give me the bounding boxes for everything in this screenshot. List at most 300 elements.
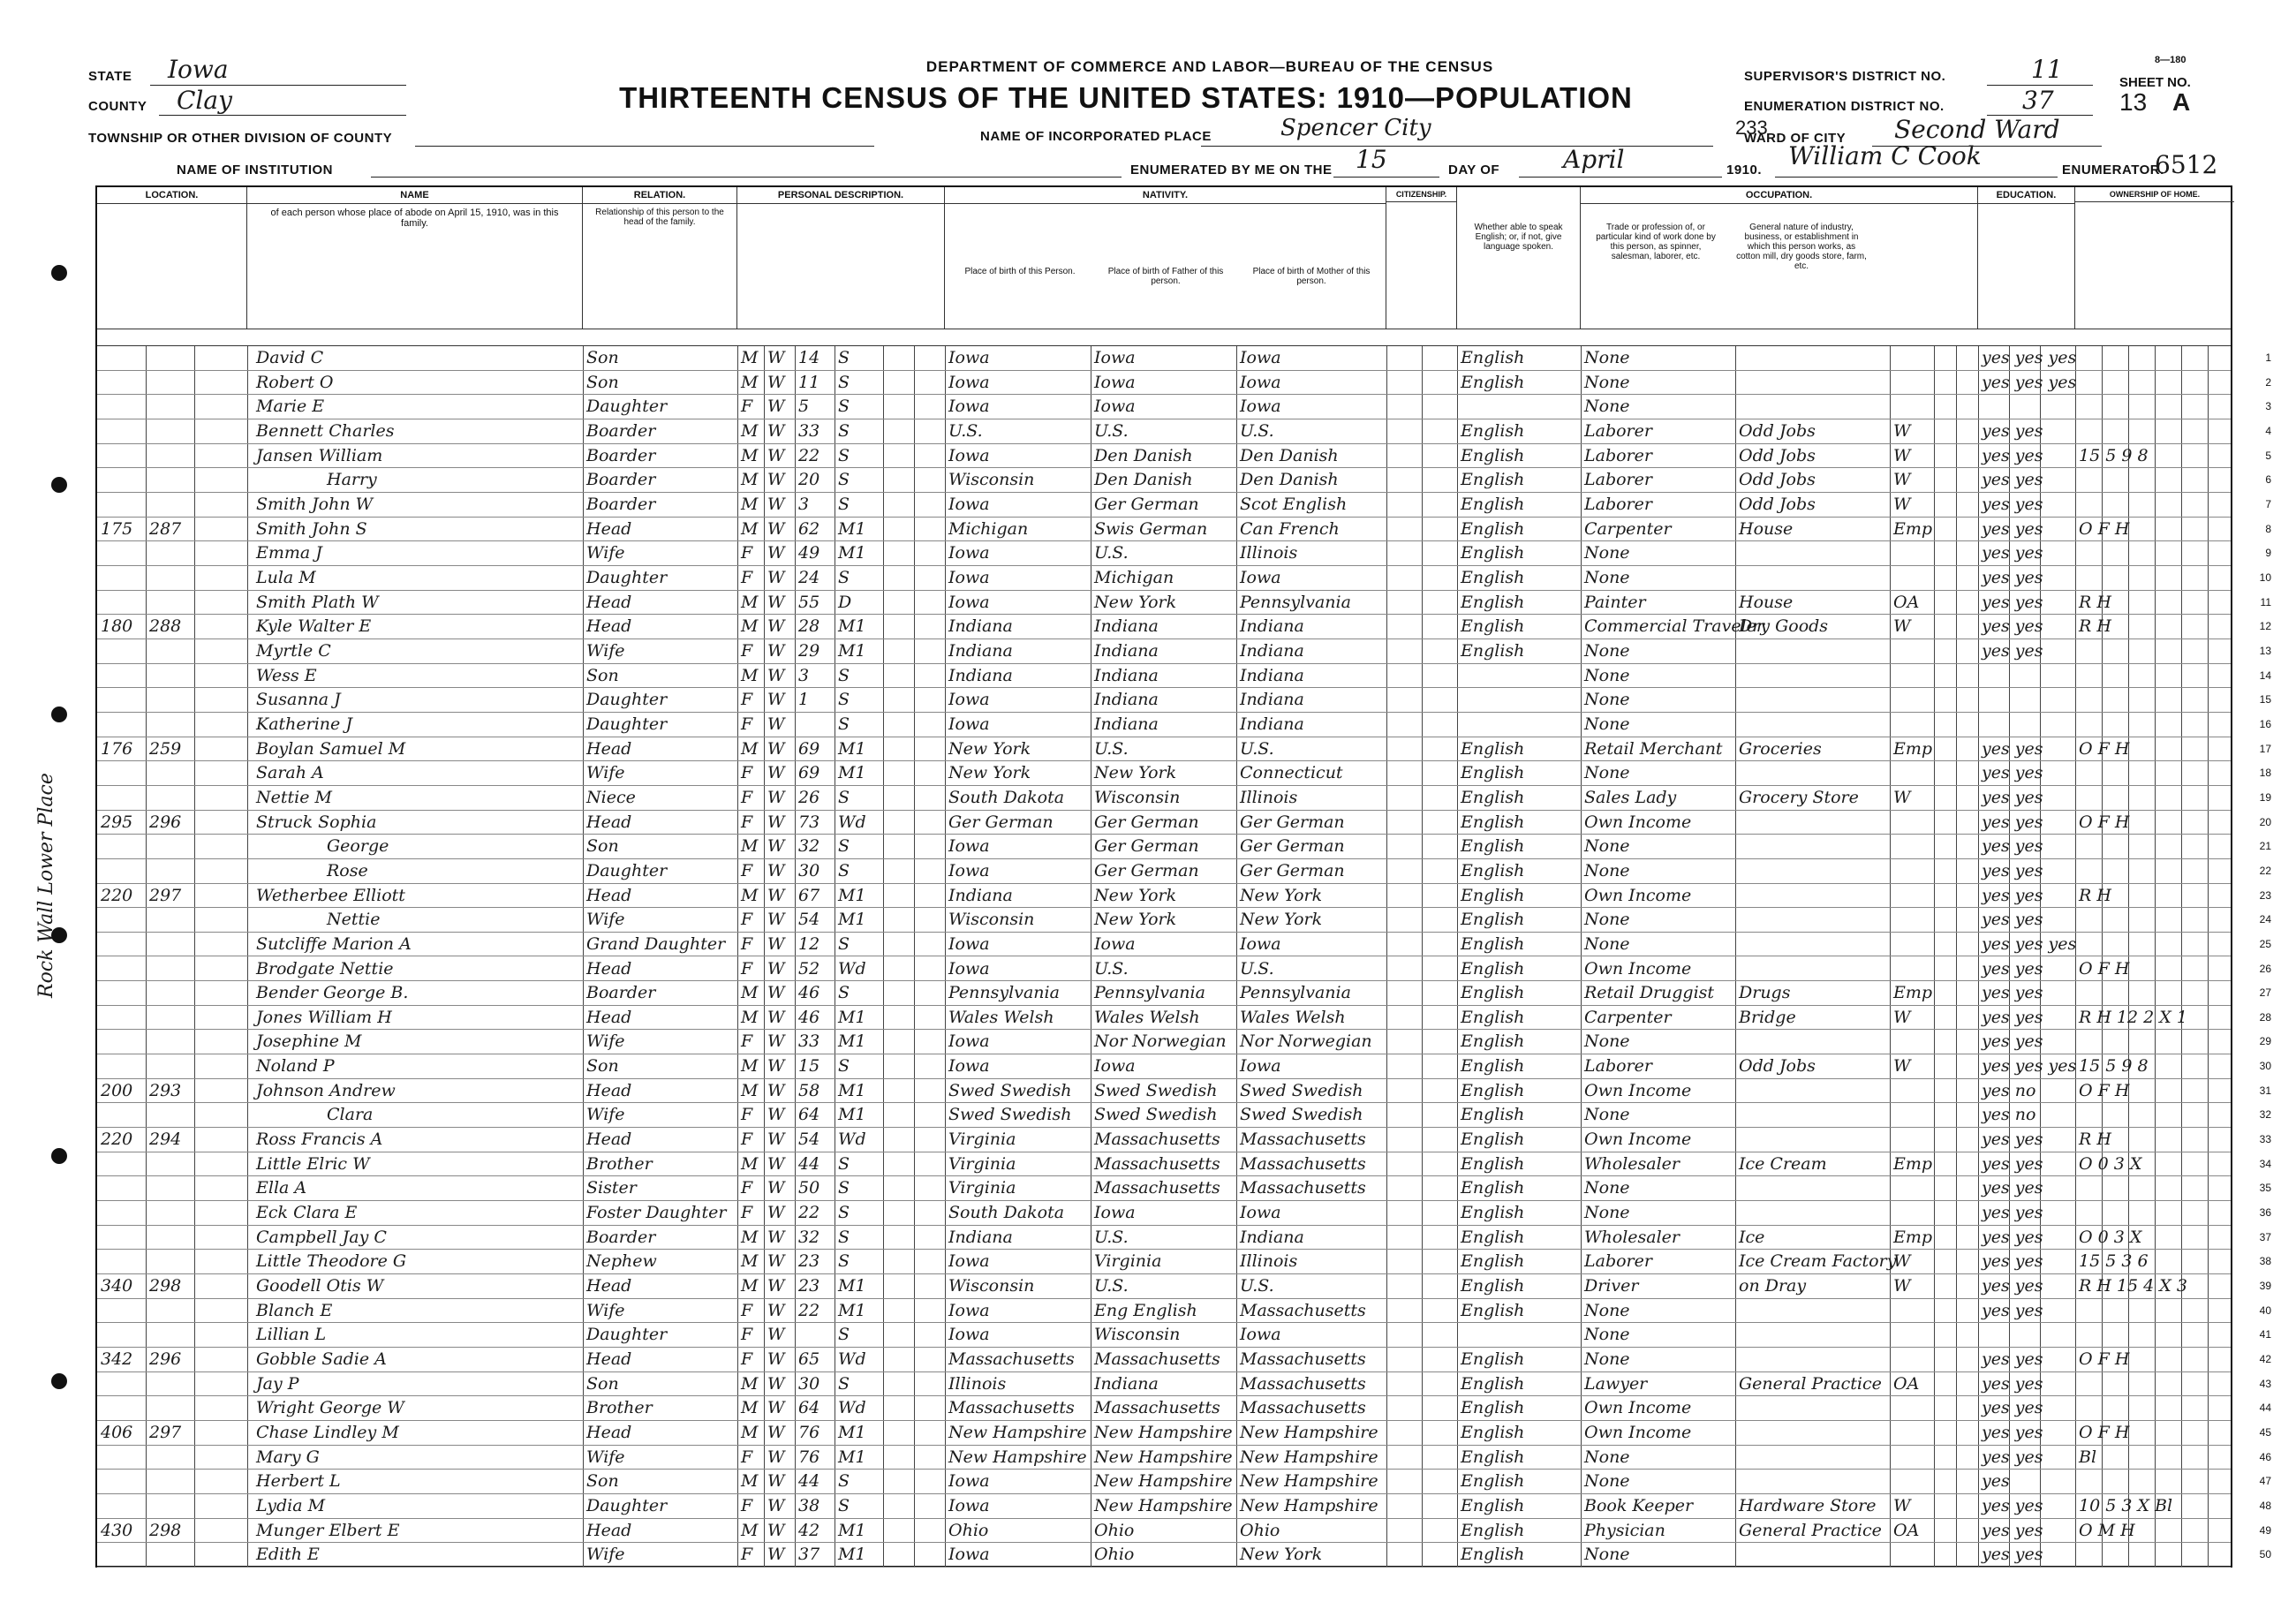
cell-rel: Niece [586,787,636,807]
column-number-strip [97,329,2231,346]
table-row [97,1396,2271,1421]
cell-emp [1890,1079,1934,1103]
cell-ind [1735,713,1890,737]
cell-trade: Wholesaler [1584,1153,1680,1174]
enumerator-label: ENUMERATOR. [2062,162,2164,178]
cell-mar: S [838,1471,850,1492]
cell-lang: English [1461,1447,1525,1467]
cell-sex: M [741,1007,759,1027]
cell-edu: yes yes [1982,1520,2043,1540]
cell-ind [1735,346,1890,370]
cell-bm: Iowa [1240,372,1281,392]
cell-bf: New Hampshire [1094,1471,1233,1492]
cell-sex: F [741,640,753,661]
cell-dwelling [146,493,194,517]
cell-bf: Indiana [1094,616,1159,637]
cell-sex: F [741,1031,753,1052]
cell-age [795,713,835,737]
cell-rel: Daughter [586,397,668,417]
row-number: 18 [2259,767,2271,780]
cell-own: R H 12 2 X 1 [2079,1007,2187,1027]
cell-street: 220 [101,885,133,905]
cell-emp [1890,541,1934,565]
cell-bf: Virginia [1094,1251,1162,1272]
cell-bf: Ger German [1094,836,1199,857]
cell-trade: None [1584,397,1630,417]
cell-sex: F [741,763,753,783]
cell-bm: New Hampshire [1240,1423,1378,1443]
cell-dwelling: 298 [149,1520,182,1540]
cell-name: Myrtle C [256,640,331,661]
row-number: 50 [2259,1548,2271,1561]
cell-family [194,1372,247,1396]
cell-age: 37 [798,1545,820,1565]
cell-age: 23 [798,1276,820,1296]
cell-sex: M [741,1373,759,1394]
cell-street [97,1323,146,1347]
cell-bp: New York [948,763,1031,783]
table-row [97,444,2271,469]
cell-name: Jones William H [256,1007,392,1027]
cell-trade: Own Income [1584,812,1692,832]
cell-family [194,835,247,858]
cell-dwelling: 298 [149,1276,182,1296]
row-number: 13 [2259,644,2271,657]
table-row [97,1299,2271,1324]
cell-dwelling: 296 [149,812,182,832]
cell-edu: yes [1982,1471,2010,1492]
cell-bf: Indiana [1094,690,1159,710]
cell-sex: F [741,1130,753,1150]
row-number: 20 [2259,815,2271,828]
cell-rel: Daughter [586,1496,668,1516]
cell-name: Robert O [256,372,334,392]
cell-own: O F H [2079,1423,2130,1443]
cell-sex: M [741,494,759,514]
cell-family [194,1494,247,1518]
row-number: 14 [2259,669,2271,682]
cell-mar: S [838,836,850,857]
cell-name: Smith John S [256,518,367,539]
cell-trade: None [1584,348,1630,367]
cell-race: W [767,1130,785,1150]
cell-bm: Iowa [1240,348,1281,367]
cell-lang: English [1461,1203,1525,1223]
cell-ind [1735,761,1890,785]
cell-family [194,1006,247,1030]
cell-street [97,1470,146,1493]
cell-own [2075,1030,2234,1054]
cell-bp: Iowa [948,1471,990,1492]
cell-bp: Virginia [948,1178,1016,1198]
cell-age: 65 [798,1349,820,1370]
cell-name: Katherine J [256,714,352,734]
cell-ind [1735,541,1890,565]
cell-bf: Indiana [1094,665,1159,685]
cell-age: 67 [798,885,820,905]
punch-hole [51,477,67,493]
cell-dwelling [146,639,194,663]
cell-edu: yes yes [1982,910,2043,930]
cell-age: 54 [798,910,820,930]
cell-family [194,1396,247,1420]
cell-bf: U.S. [1094,958,1129,979]
cell-bm: New York [1240,1545,1323,1565]
cell-mar: Wd [838,1349,866,1370]
cell-name: Brodgate Nettie [256,958,394,979]
cell-bp: Wales Welsh [948,1007,1054,1027]
cell-bm: Iowa [1240,1056,1281,1077]
cell-race: W [767,1325,785,1345]
cell-rel: Son [586,665,619,685]
cell-rel: Son [586,1373,619,1394]
cell-sex: F [741,397,753,417]
cell-dwelling [146,1103,194,1127]
cell-race: W [767,1105,785,1125]
cell-dwelling: 288 [149,616,182,637]
cell-bp: Indiana [948,616,1013,637]
enumerated-day: 15 [1356,145,1387,174]
cell-mar: S [838,397,850,417]
row-number: 30 [2259,1060,2271,1073]
cell-age: 12 [798,933,820,954]
cell-bf: Swed Swedish [1094,1080,1218,1100]
cell-rel: Boarder [586,445,656,465]
cell-rel: Wife [586,1300,625,1320]
row-number: 16 [2259,717,2271,730]
cell-bp: Massachusetts [948,1398,1075,1418]
cell-edu [1978,688,2075,712]
cell-family [194,1323,247,1347]
incorporated-place-label: NAME OF INCORPORATED PLACE [980,129,1212,144]
cell-bf: Den Danish [1094,445,1193,465]
location-group-label: LOCATION. [97,187,246,204]
cell-bp: South Dakota [948,1203,1065,1223]
cell-trade: Physician [1584,1520,1665,1540]
cell-own: O F H [2079,1349,2130,1370]
row-number: 37 [2259,1230,2271,1243]
cell-sex: F [741,1496,753,1516]
cell-street [97,957,146,981]
cell-street [97,908,146,932]
cell-street [97,1446,146,1470]
cell-lang: English [1461,1520,1525,1540]
cell-name: Bennett Charles [256,420,395,441]
cell-street [97,664,146,688]
cell-name: Nettie [327,910,381,930]
cell-lang: English [1461,836,1525,857]
cell-own [2075,1299,2234,1323]
cell-lang: English [1461,518,1525,539]
cell-dwelling [146,1396,194,1420]
cell-bf: Wales Welsh [1094,1007,1200,1027]
cell-ind [1735,933,1890,956]
cell-street: 342 [101,1349,133,1370]
cell-ind [1735,1348,1890,1371]
cell-bp: Wisconsin [948,910,1035,930]
cell-race: W [767,933,785,954]
cell-bf: Iowa [1094,1056,1136,1077]
cell-mar: M1 [838,1545,866,1565]
row-number: 1 [2265,351,2271,364]
cell-emp [1890,688,1934,712]
cell-age: 38 [798,1496,820,1516]
cell-trade: None [1584,910,1630,930]
cell-dwelling: 293 [149,1080,182,1100]
cell-own: R H [2079,592,2111,612]
cell-trade: Own Income [1584,885,1692,905]
cell-race: W [767,1251,785,1272]
cell-lang [1457,664,1581,688]
day-of-label: DAY OF [1448,162,1500,178]
cell-bf: Michigan [1094,567,1174,587]
row-number: 8 [2265,522,2271,535]
cell-mar: M1 [838,616,866,637]
cell-bm: New York [1240,910,1323,930]
cell-emp [1890,664,1934,688]
cell-street [97,371,146,395]
cell-lang: English [1461,1178,1525,1198]
cell-bf: Den Danish [1094,470,1193,490]
cell-own [2075,713,2234,737]
cell-race: W [767,1496,785,1516]
cell-bf: Wisconsin [1094,1325,1181,1345]
cell-age: 30 [798,1373,820,1394]
cell-lang: English [1461,958,1525,979]
cell-mar: M1 [838,763,866,783]
cell-rel: Boarder [586,1227,656,1247]
cell-edu: yes yes [1982,518,2043,539]
cell-race: W [767,1300,785,1320]
ownership-group-label: OWNERSHIP OF HOME. [2075,187,2234,202]
cell-mar: M1 [838,885,866,905]
cell-ind [1735,811,1890,835]
cell-ind [1735,395,1890,419]
cell-bm: Ohio [1240,1520,1280,1540]
cell-bf: U.S. [1094,738,1129,759]
cell-trade: None [1584,1447,1630,1467]
cell-race: W [767,494,785,514]
cell-ind: Odd Jobs [1739,420,1816,441]
cell-age: 69 [798,763,820,783]
cell-family [194,419,247,443]
row-number: 26 [2259,962,2271,975]
cell-emp [1890,884,1934,908]
cell-dwelling [146,688,194,712]
cell-edu: yes yes [1982,470,2043,490]
cell-name: Josephine M [256,1031,362,1052]
cell-rel: Head [586,616,632,637]
cell-dwelling [146,1152,194,1176]
cell-family [194,1152,247,1176]
cell-bf: U.S. [1094,1227,1129,1247]
cell-race: W [767,1398,785,1418]
cell-ind [1735,1396,1890,1420]
table-row [97,1494,2271,1519]
cell-age: 22 [798,445,820,465]
cell-lang: English [1461,1276,1525,1296]
cell-ind: House [1739,592,1794,612]
cell-bp: Iowa [948,1325,990,1345]
cell-bp: Iowa [948,1031,990,1052]
cell-own: 15 5 9 8 [2079,445,2149,465]
cell-trade: None [1584,372,1630,392]
cell-rel: Head [586,1130,632,1150]
cell-own: 10 5 3 X Bl [2079,1496,2173,1516]
birth-mother-label: Place of birth of Mother of this person. [1252,267,1371,286]
row-number: 2 [2265,375,2271,389]
cell-sex: M [741,592,759,612]
cell-lang: English [1461,616,1525,637]
cell-dwelling [146,835,194,858]
cell-own [2075,664,2234,688]
cell-sex: M [741,738,759,759]
cell-ind: Drugs [1739,983,1791,1003]
cell-lang: English [1461,1007,1525,1027]
cell-emp [1890,761,1934,785]
cell-name: Harry [327,470,377,490]
cell-edu: yes no [1982,1105,2036,1125]
cell-trade: None [1584,933,1630,954]
table-row [97,1176,2271,1201]
cell-bm: Indiana [1240,714,1304,734]
table-row [97,1372,2271,1397]
table-row [97,615,2271,639]
cell-dwelling [146,468,194,492]
cell-own: O F H [2079,518,2130,539]
cell-family [194,1519,247,1543]
cell-dwelling [146,395,194,419]
ward-label: WARD OF CITY [1744,131,1847,146]
cell-name: Susanna J [256,690,341,710]
cell-trade: Retail Merchant [1584,738,1723,759]
cell-bf: Ohio [1094,1545,1135,1565]
cell-mar: S [838,1496,850,1516]
cell-sex: F [741,933,753,954]
cell-family [194,639,247,663]
cell-edu: yes yes [1982,1251,2043,1272]
cell-rel: Sister [586,1178,637,1198]
cell-age: 3 [798,494,810,514]
cell-bp: Virginia [948,1153,1016,1174]
cell-own: 15 5 3 6 [2079,1251,2149,1272]
cell-mar: S [838,470,850,490]
cell-lang: English [1461,640,1525,661]
cell-sex: M [741,1080,759,1100]
cell-edu: yes yes [1982,1423,2043,1443]
cell-ind [1735,1128,1890,1152]
cell-rel: Wife [586,1545,625,1565]
punch-hole [51,265,67,281]
cell-bf: New York [1094,763,1177,783]
cell-race: W [767,567,785,587]
cell-age: 32 [798,836,820,857]
cell-race: W [767,1373,785,1394]
cell-trade: None [1584,567,1630,587]
cell-trade: None [1584,1105,1630,1125]
cell-family [194,761,247,785]
cell-own: R H [2079,616,2111,637]
cell-mar: S [838,1227,850,1247]
education-group-label: EDUCATION. [1978,187,2074,204]
row-number: 41 [2259,1328,2271,1341]
cell-emp [1890,1103,1934,1127]
cell-lang: English [1461,1300,1525,1320]
cell-name: Struck Sophia [256,812,377,832]
cell-ind [1735,1543,1890,1567]
cell-rel: Head [586,592,632,612]
cell-dwelling [146,566,194,590]
cell-trade: Own Income [1584,1398,1692,1418]
cell-street [97,1543,146,1567]
table-row [97,493,2271,518]
cell-rel: Wife [586,910,625,930]
cell-age: 42 [798,1520,820,1540]
supervisor-value: 11 [2031,55,2063,84]
cell-rel: Head [586,738,632,759]
cell-street [97,468,146,492]
cell-bm: Iowa [1240,1203,1281,1223]
table-row [97,1030,2271,1054]
cell-mar: S [838,690,850,710]
cell-bf: Indiana [1094,1373,1159,1394]
cell-name: Wetherbee Elliott [256,885,405,905]
cell-rel: Daughter [586,860,668,880]
cell-edu: yes yes [1982,787,2043,807]
cell-ind: Odd Jobs [1739,494,1816,514]
cell-bp: Pennsylvania [948,983,1060,1003]
state-label: STATE [88,69,132,84]
cell-dwelling [146,1250,194,1273]
cell-lang: English [1461,787,1525,807]
cell-edu: yes yes [1982,958,2043,979]
cell-emp [1890,811,1934,835]
cell-rel: Foster Daughter [586,1203,727,1223]
personal-group-label: PERSONAL DESCRIPTION. [737,187,944,204]
cell-bf: Ohio [1094,1520,1135,1540]
cell-bm: Ger German [1240,860,1345,880]
cell-race: W [767,1080,785,1100]
cell-dwelling [146,713,194,737]
cell-mar: S [838,1153,850,1174]
cell-own [2075,908,2234,932]
cell-emp [1890,395,1934,419]
cell-age: 26 [798,787,820,807]
cell-trade: None [1584,543,1630,563]
cell-family [194,541,247,565]
cell-sex: F [741,543,753,563]
cell-emp: W [1893,1276,1911,1296]
cell-rel: Nephew [586,1251,657,1272]
supervisor-label: SUPERVISOR'S DISTRICT NO. [1744,69,1946,84]
cell-name: Johnson Andrew [256,1080,396,1100]
cell-street [97,566,146,590]
cell-age: 32 [798,1227,820,1247]
table-row [97,395,2271,419]
cell-sex: F [741,812,753,832]
name-group-label: NAME [247,187,582,204]
cell-edu: yes yes yes [1982,1056,2077,1077]
cell-lang: English [1461,933,1525,954]
cell-own [2075,835,2234,858]
enumerator-name: William C Cook [1788,141,1982,170]
cell-sex: M [741,1251,759,1272]
cell-rel: Son [586,1056,619,1077]
cell-age: 22 [798,1203,820,1223]
cell-lang: English [1461,885,1525,905]
cell-rel: Head [586,1276,632,1296]
cell-name: Wess E [256,665,317,685]
